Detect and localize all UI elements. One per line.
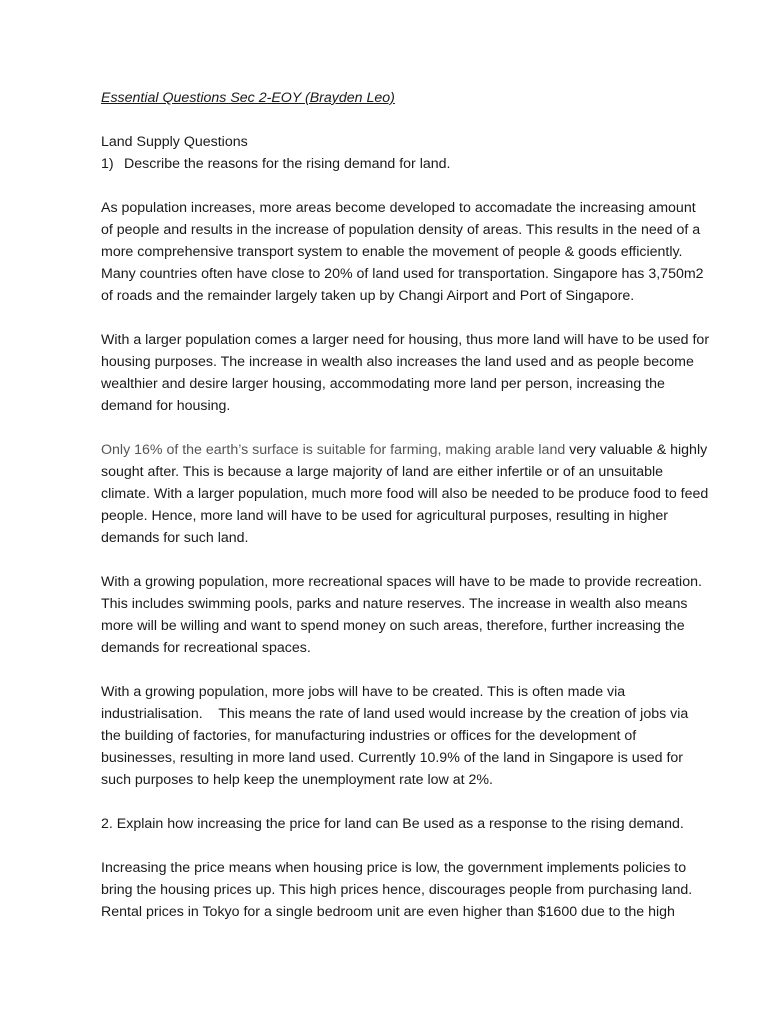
paragraph-farming bbox=[101, 439, 711, 549]
paragraph-transport: As population increases, more areas become developed to accomadate the increasing amount of people and results in the increase of population density of areas. This results in the need of a more comprehensive transport system to enable the movement of people & goods efficiently. Many countries often have close to 20% of land used for transportation. Singapore has 3,750m2 of roads and the remainder largely taken up by Changi Airport and Port of Singapore. bbox=[101, 200, 704, 304]
paragraph-farming-rest: very valuable & highly sought after. This is because a large majority of land are either infertile or of an unsuitable climate. With a larger population, much more food will also be needed to be produce food to feed people. Hence, more land will have to be used for agricultural purposes, resulting in higher demands for such land. bbox=[101, 442, 709, 546]
paragraph-farming-lead: Only 16% of the earth’s surface is suitable for farming, making arable land bbox=[101, 442, 566, 458]
question-1 bbox=[101, 153, 711, 175]
document-page bbox=[101, 87, 711, 945]
section-heading: Land Supply Questions bbox=[101, 134, 248, 150]
paragraph-price: Increasing the price means when housing price is low, the government implements policies to bring the housing prices up. This high prices hence, discourages people from purchasing land. Rental prices in Tokyo for a single bedroom unit are even higher than $1600 due to the high bbox=[101, 860, 693, 920]
paragraph-recreation: With a growing population, more recreational spaces will have to be made to provide recreation. This includes swimming pools, parks and nature reserves. The increase in wealth also means more will be willing and want to spend money on such areas, therefore, further increasing the demands for recreational spaces. bbox=[101, 574, 702, 656]
document-title: Essential Questions Sec 2-EOY (Brayden Leo) bbox=[101, 90, 395, 106]
question-1-number: 1) bbox=[101, 156, 114, 172]
paragraph-housing: With a larger population comes a larger need for housing, thus more land will have to be used for housing purposes. The increase in wealth also increases the land used and as people become wealthier and desire larger housing, accommodating more land per person, increasing the demand for housing. bbox=[101, 332, 710, 414]
question-2: 2. Explain how increasing the price for land can Be used as a response to the rising demand. bbox=[101, 816, 684, 832]
paragraph-industry: With a growing population, more jobs will have to be created. This is often made via industrialisation. This means the rate of land used would increase by the creation of jobs via the building of factories, for manufacturing industries or offices for the development of businesses, resulting in more land used. Currently 10.9% of the land in Singapore is used for such purposes to help keep the unemployment rate low at 2%. bbox=[101, 684, 689, 788]
question-1-text: Describe the reasons for the rising demand for land. bbox=[124, 156, 451, 172]
